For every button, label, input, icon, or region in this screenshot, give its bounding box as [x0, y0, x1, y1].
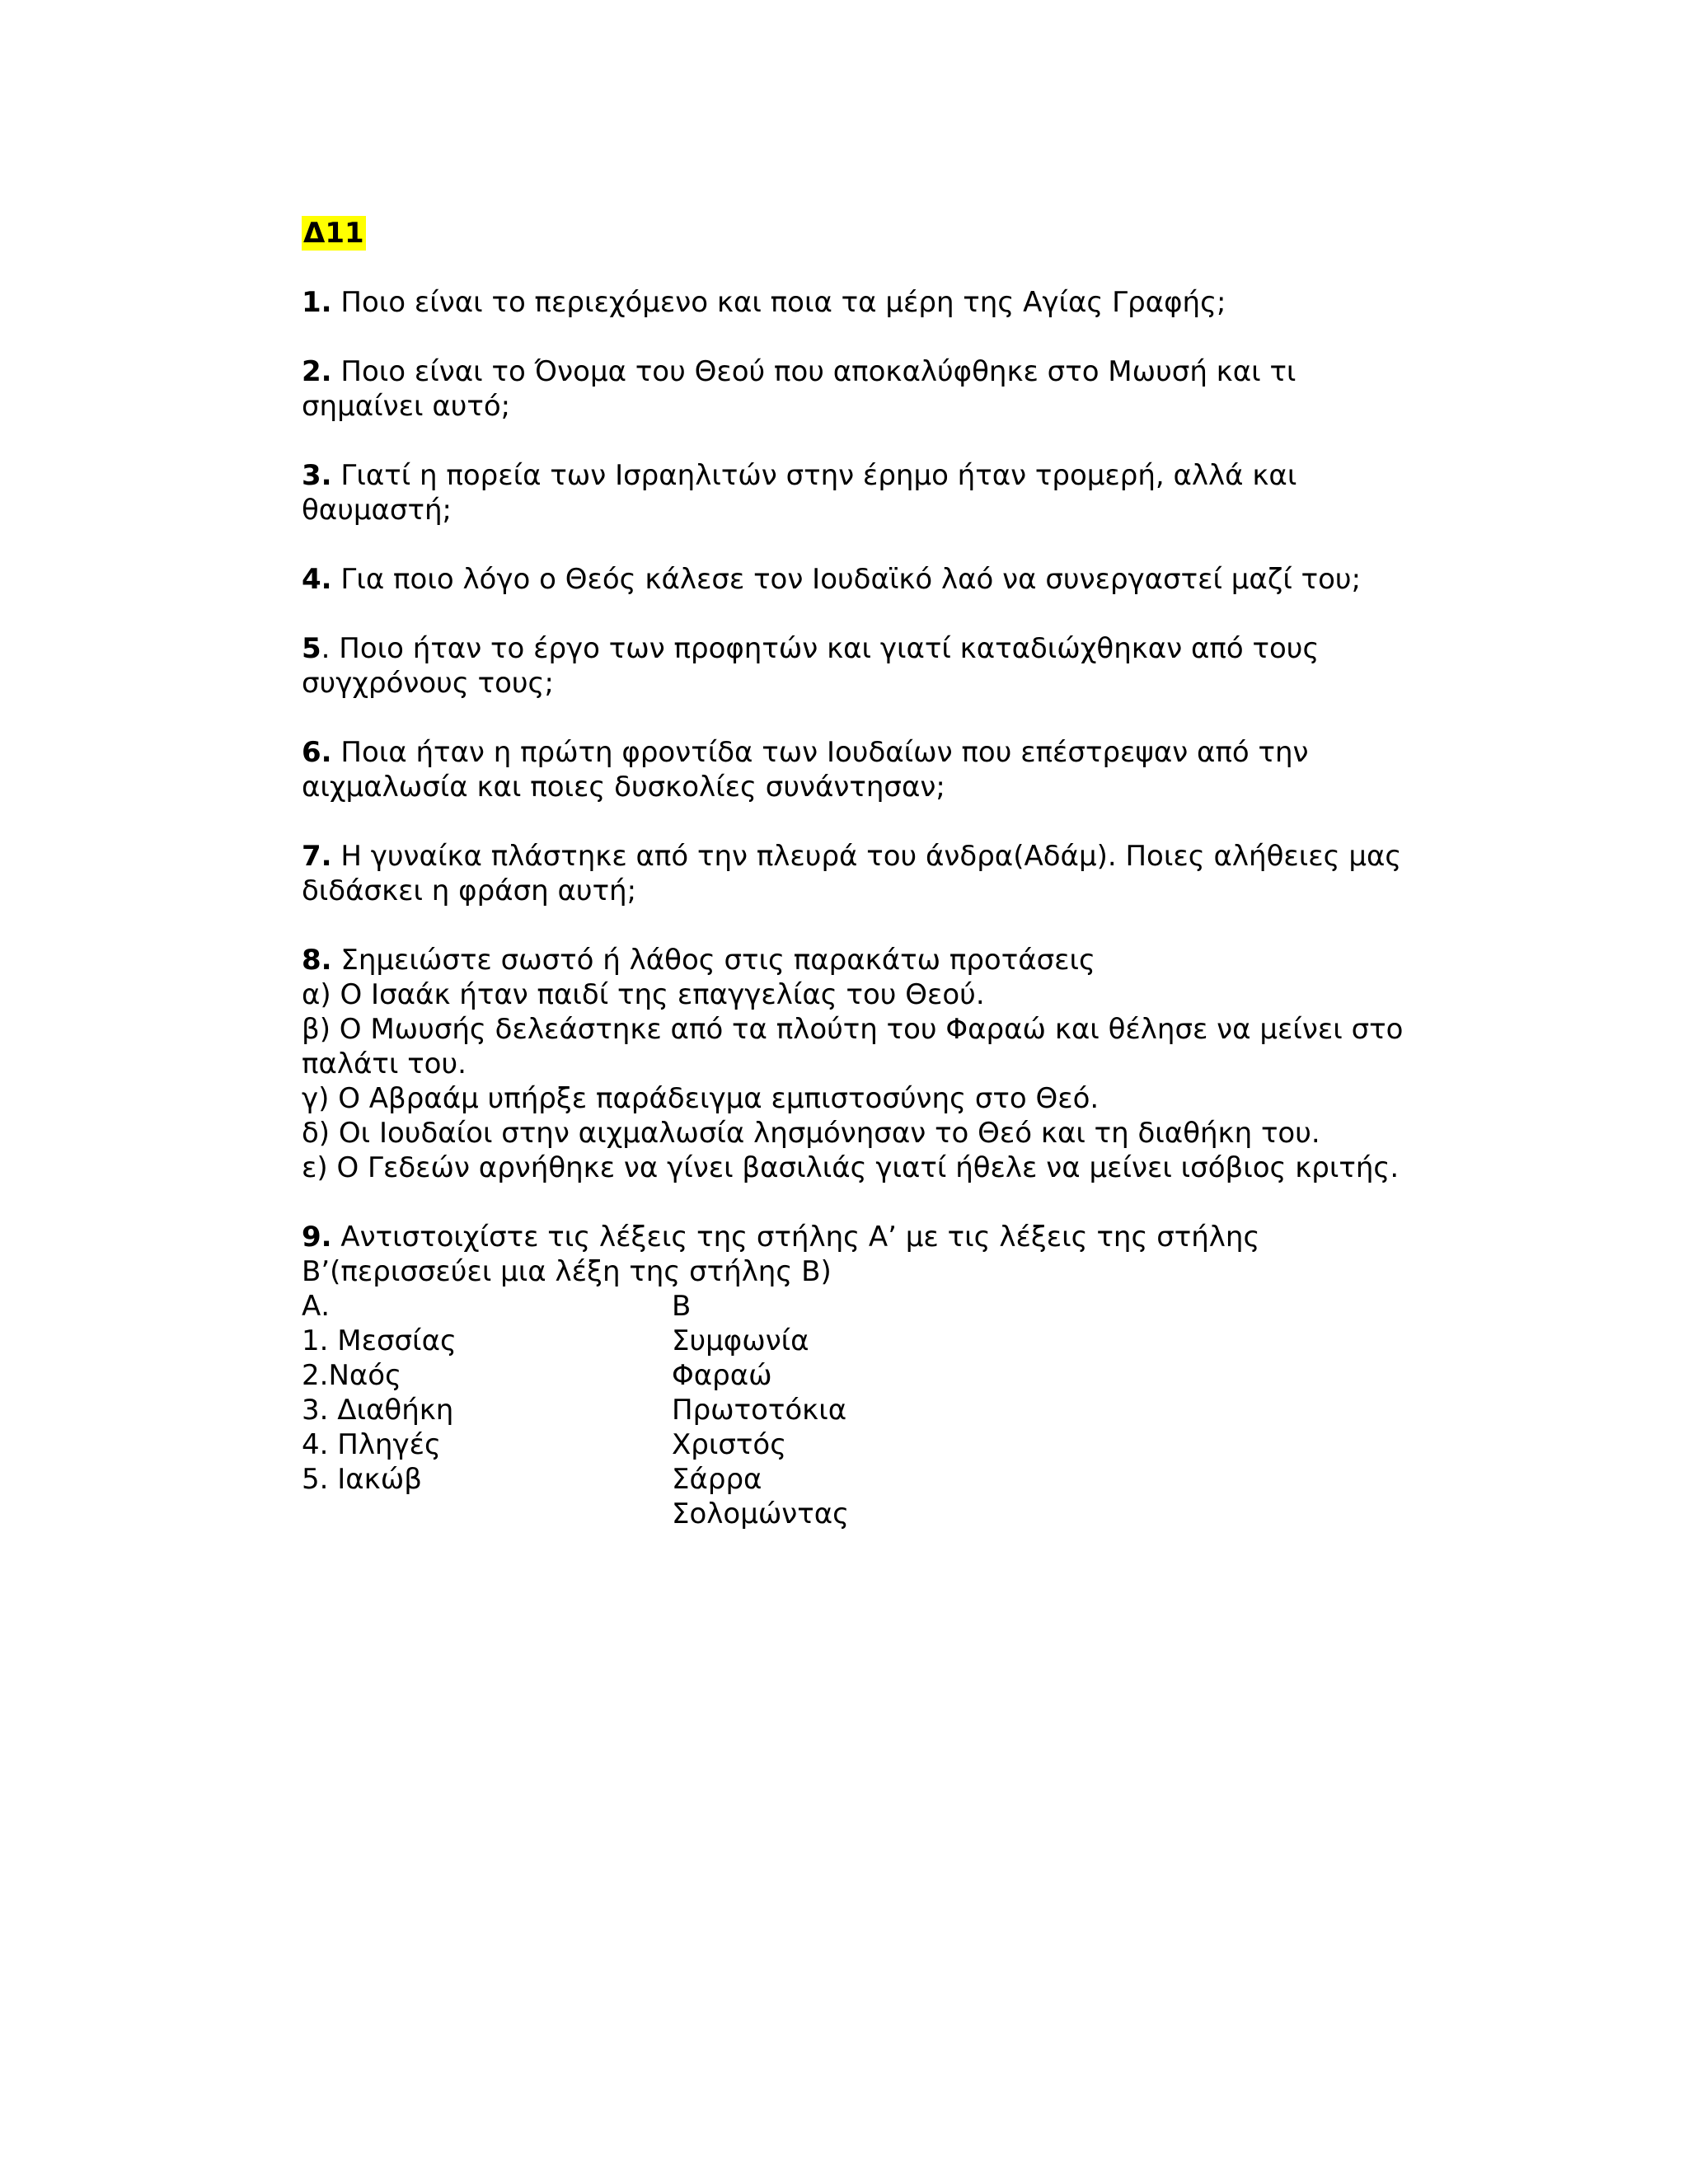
- document-page: [302, 216, 1406, 1566]
- column-b-item: Χριστός: [672, 1428, 787, 1461]
- question-number: 6.: [302, 736, 332, 769]
- column-a-item: 5. Ιακώβ: [302, 1463, 422, 1496]
- question-5: [302, 631, 1406, 701]
- column-b-header: Β: [672, 1290, 692, 1323]
- question-8: [302, 943, 1406, 1185]
- question-9-prompt: [302, 1220, 1406, 1289]
- question-text: Ποιο είναι το Όνομα του Θεού που αποκαλύφθηκε στο Μωυσή και τι σημαίνει αυτό;: [302, 355, 1296, 423]
- column-b-item: Πρωτοτόκια: [672, 1394, 847, 1427]
- column-a-item: 2.Ναός: [302, 1359, 402, 1392]
- question-number: 3.: [302, 459, 332, 492]
- question-number: 5: [302, 632, 321, 665]
- question-text: Ποια ήταν η πρώτη φροντίδα των Ιουδαίων που επέστρεψαν από την αιχμαλωσία και ποιες δυσκολίες συνάντησαν;: [302, 736, 1309, 804]
- question-text: . Ποιο ήταν το έργο των προφητών και γιατί καταδιώχθηκαν από τους συγχρόνους τους;: [302, 632, 1320, 700]
- question-9: [302, 1220, 1406, 1531]
- column-b-item: Συμφωνία: [672, 1324, 809, 1357]
- column-b-item: Σολομώντας: [672, 1497, 850, 1530]
- column-a-empty: [302, 1497, 672, 1531]
- question-8-prompt: [302, 943, 1406, 977]
- question-3: [302, 458, 1406, 527]
- column-a-header: Α.: [302, 1290, 331, 1323]
- question-number: 2.: [302, 355, 332, 388]
- true-false-item: ε) Ο Γεδεών αρνήθηκε να γίνει βασιλιάς γιατί ήθελε να μείνει ισόβιος κριτής.: [302, 1151, 1400, 1184]
- question-number: 7.: [302, 840, 332, 873]
- true-false-item: δ) Οι Ιουδαίοι στην αιχμαλωσία λησμόνησαν το Θεό και τη διαθήκη του.: [302, 1117, 1320, 1150]
- column-b-item: Σάρρα: [672, 1463, 762, 1496]
- column-a-item: 4. Πληγές: [302, 1428, 441, 1461]
- question-1: [302, 285, 1406, 320]
- question-6: [302, 735, 1406, 804]
- question-text: Σημειώστε σωστό ή λάθος στις παρακάτω προτάσεις: [331, 944, 1095, 977]
- true-false-item: β) Ο Μωυσής δελεάστηκε από τα πλούτη του Φαραώ και θέλησε να μείνει στο παλάτι του.: [302, 1013, 1404, 1080]
- question-text: Για ποιο λόγο ο Θεός κάλεσε τον Ιουδαϊκό λαό να συνεργαστεί μαζί του;: [331, 563, 1362, 596]
- question-text: Γιατί η πορεία των Ισραηλιτών στην έρημο ήταν τρομερή, αλλά και θαυμαστή;: [302, 459, 1297, 527]
- question-number: 8.: [302, 944, 332, 977]
- column-b-item: Φαραώ: [672, 1359, 772, 1392]
- true-false-item: α) Ο Ισαάκ ήταν παιδί της επαγγελίας του Θεού.: [302, 978, 985, 1011]
- matching-table: [302, 1289, 1406, 1531]
- question-number: 1.: [302, 286, 332, 319]
- question-2: [302, 354, 1406, 424]
- true-false-item: γ) Ο Αβραάμ υπήρξε παράδειγμα εμπιστοσύνης στο Θεό.: [302, 1082, 1100, 1115]
- question-text: Η γυναίκα πλάστηκε από την πλευρά του άνδρα(Αδάμ). Ποιες αλήθειες μας διδάσκει η φράση αυτή;: [302, 840, 1402, 907]
- question-number: 4.: [302, 563, 332, 596]
- document-title: Δ11: [303, 217, 364, 250]
- column-a-item: 3. Διαθήκη: [302, 1394, 454, 1427]
- question-4: [302, 562, 1406, 597]
- question-7: [302, 839, 1406, 908]
- column-a-item: 1. Μεσσίας: [302, 1324, 457, 1357]
- question-number: 9.: [302, 1221, 332, 1254]
- question-text: Ποιο είναι το περιεχόμενο και ποια τα μέρη της Αγίας Γραφής;: [331, 286, 1226, 319]
- question-text: Αντιστοιχίστε τις λέξεις της στήλης Α’ με τις λέξεις της στήλης Β’(περισσεύει μια λέξη της στήλης Β): [302, 1221, 1260, 1288]
